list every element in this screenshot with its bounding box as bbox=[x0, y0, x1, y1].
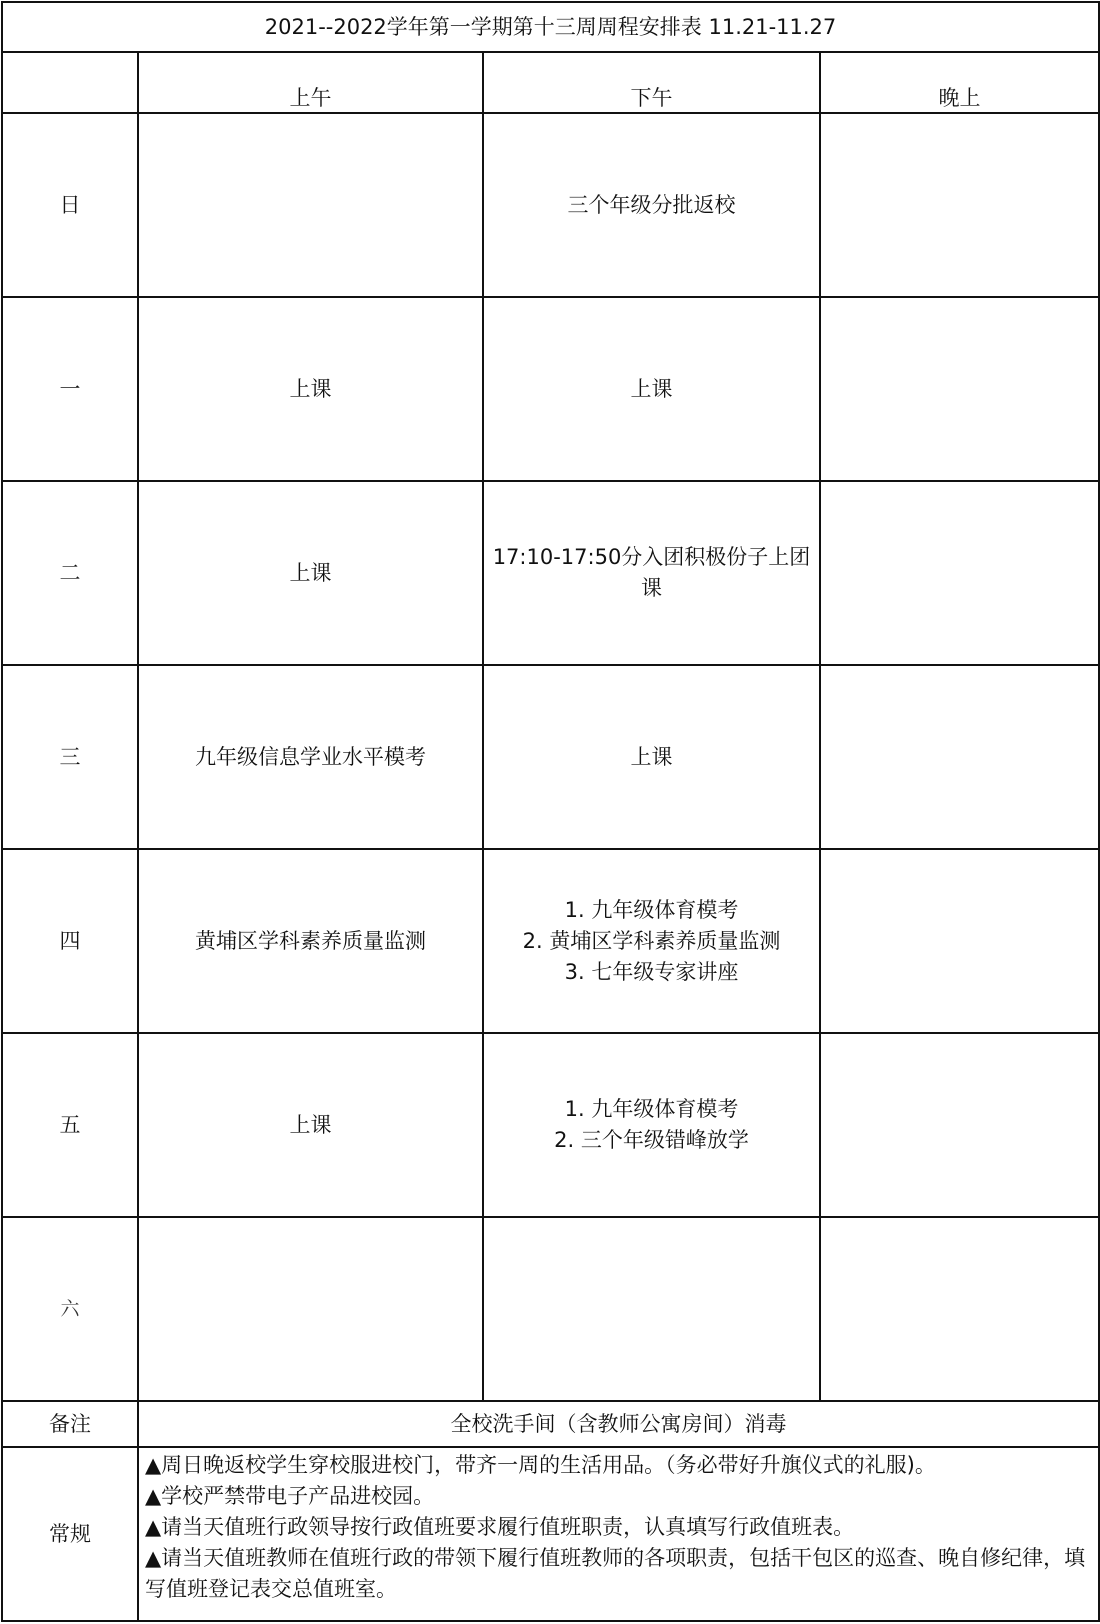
pm-line: 上课 bbox=[630, 376, 673, 401]
am-cell bbox=[138, 481, 483, 665]
day-label: 四 bbox=[2, 849, 138, 1033]
evening-cell bbox=[820, 113, 1099, 297]
day-row-thursday bbox=[2, 849, 1099, 1033]
pm-cell bbox=[483, 481, 820, 665]
am-line: 黄埔区学科素养质量监测 bbox=[195, 928, 426, 953]
day-row-saturday bbox=[2, 1217, 1099, 1401]
pm-line: 17:10-17:50分入团积极份子上团课 bbox=[492, 545, 811, 600]
pm-cell bbox=[483, 849, 820, 1033]
header-pm: 下午 bbox=[483, 52, 820, 113]
evening-cell bbox=[820, 849, 1099, 1033]
pm-cell bbox=[483, 1217, 820, 1401]
evening-cell bbox=[820, 297, 1099, 481]
am-line: 九年级信息学业水平模考 bbox=[195, 744, 426, 769]
routine-item: ▲学校严禁带电子产品进校园。 bbox=[145, 1484, 435, 1508]
pm-line: 2. 三个年级错峰放学 bbox=[554, 1128, 749, 1152]
header-evening: 晚上 bbox=[820, 52, 1099, 113]
routine-item: ▲周日晚返校学生穿校服进校门，带齐一周的生活用品。（务必带好升旗仪式的礼服)。 bbox=[145, 1453, 936, 1477]
weekly-schedule-table bbox=[1, 1, 1100, 1622]
pm-cell bbox=[483, 1033, 820, 1217]
notes-label: 备注 bbox=[2, 1401, 138, 1447]
notes-row bbox=[2, 1401, 1099, 1447]
am-cell bbox=[138, 1033, 483, 1217]
evening-cell bbox=[820, 481, 1099, 665]
am-line: 上课 bbox=[289, 376, 332, 401]
am-cell bbox=[138, 113, 483, 297]
day-label: 五 bbox=[2, 1033, 138, 1217]
title-row bbox=[2, 2, 1099, 52]
day-label: 二 bbox=[2, 481, 138, 665]
am-line: 上课 bbox=[289, 1112, 332, 1137]
pm-line: 3. 七年级专家讲座 bbox=[564, 959, 739, 984]
day-row-sunday bbox=[2, 113, 1099, 297]
pm-line: 三个年级分批返校 bbox=[567, 192, 736, 217]
evening-cell bbox=[820, 1033, 1099, 1217]
pm-line: 1. 九年级体育模考 bbox=[564, 897, 739, 922]
evening-cell bbox=[820, 665, 1099, 849]
routine-item: ▲请当天值班教师在值班行政的带领下履行值班教师的各项职责，包括干包区的巡查、晚自修纪律，填写值班登记表交总值班室。 bbox=[145, 1546, 1086, 1601]
day-row-tuesday bbox=[2, 481, 1099, 665]
day-row-friday bbox=[2, 1033, 1099, 1217]
pm-cell bbox=[483, 665, 820, 849]
day-label: 日 bbox=[2, 113, 138, 297]
pm-line: 2. 黄埔区学科素养质量监测 bbox=[522, 928, 781, 953]
day-row-wednesday bbox=[2, 665, 1099, 849]
pm-cell bbox=[483, 297, 820, 481]
header-corner bbox=[2, 52, 138, 113]
am-cell bbox=[138, 297, 483, 481]
header-row bbox=[2, 52, 1099, 113]
am-cell bbox=[138, 665, 483, 849]
evening-cell bbox=[820, 1217, 1099, 1401]
am-line: 上课 bbox=[289, 560, 332, 585]
pm-line: 1. 九年级体育模考 bbox=[564, 1097, 739, 1121]
header-am: 上午 bbox=[138, 52, 483, 113]
pm-line: 上课 bbox=[630, 744, 673, 769]
day-label: 一 bbox=[2, 297, 138, 481]
day-row-monday bbox=[2, 297, 1099, 481]
notes-text: 全校洗手间（含教师公寓房间）消毒 bbox=[138, 1401, 1099, 1447]
routine-item: ▲请当天值班行政领导按行政值班要求履行值班职责，认真填写行政值班表。 bbox=[145, 1515, 855, 1539]
routine-row bbox=[2, 1447, 1099, 1621]
schedule-title: 2021--2022学年第一学期第十三周周程安排表 11.21-11.27 bbox=[2, 2, 1099, 52]
pm-cell bbox=[483, 113, 820, 297]
day-label: 六 bbox=[2, 1217, 138, 1401]
routine-list bbox=[138, 1447, 1099, 1621]
am-cell bbox=[138, 1217, 483, 1401]
day-label: 三 bbox=[2, 665, 138, 849]
routine-label: 常规 bbox=[2, 1447, 138, 1621]
am-cell bbox=[138, 849, 483, 1033]
